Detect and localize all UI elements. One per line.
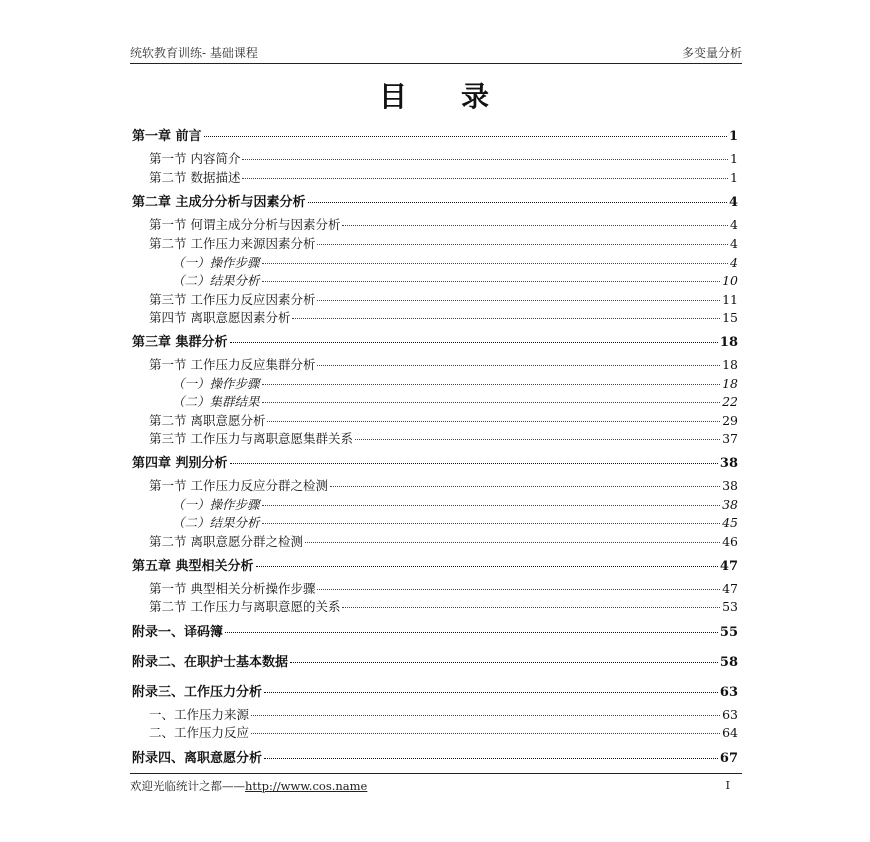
toc-leader-dots [264, 692, 718, 693]
toc-entry-page: 38 [722, 478, 738, 493]
toc-leader-dots [308, 202, 727, 203]
header-divider [130, 63, 742, 64]
toc-entry[interactable] [149, 215, 738, 231]
toc-entry-label: 附录一、译码簿 [132, 625, 224, 640]
toc-entry[interactable] [132, 555, 738, 574]
toc-leader-dots [264, 758, 718, 759]
toc-entry[interactable] [172, 513, 738, 529]
toc-entry[interactable] [149, 234, 738, 250]
toc-entry[interactable] [132, 125, 738, 144]
toc-entry-label: 附录四、离职意愿分析 [132, 751, 263, 766]
toc-entry[interactable] [132, 191, 738, 210]
toc-entry-label: 第三章 集群分析 [132, 335, 228, 350]
toc-entry[interactable] [149, 411, 738, 427]
toc-entry-label: 第一节 内容简介 [149, 151, 241, 166]
toc-leader-dots [225, 632, 718, 633]
toc-leader-dots [251, 733, 720, 734]
toc-entry[interactable] [149, 705, 738, 721]
toc-entry-page: 4 [730, 236, 738, 251]
toc-entry[interactable] [149, 723, 738, 739]
toc-entry[interactable] [172, 374, 738, 390]
toc-entry-page: 4 [730, 217, 738, 232]
toc-entry[interactable] [149, 290, 738, 306]
toc-entry-label: 第二节 工作压力与离职意愿的关系 [149, 599, 341, 614]
toc-entry-page: 38 [722, 497, 738, 512]
toc-leader-dots [342, 225, 728, 226]
toc-leader-dots [267, 421, 720, 422]
toc-entry-page: 4 [728, 195, 738, 210]
toc-entry-label: （二）结果分析 [172, 515, 260, 530]
toc-entry-label: 第三节 工作压力反应因素分析 [149, 292, 316, 307]
toc-entry-page: 47 [719, 559, 738, 574]
toc-entry-label: 一、工作压力来源 [149, 707, 250, 722]
toc-leader-dots [242, 178, 728, 179]
toc-entry-page: 4 [730, 255, 738, 270]
footer-page-number: I [725, 778, 730, 792]
toc-entry-label: 第五章 典型相关分析 [132, 559, 254, 574]
toc-entry[interactable] [149, 597, 738, 613]
toc-leader-dots [256, 566, 718, 567]
toc-entry-page: 15 [722, 310, 738, 325]
toc-entry-page: 22 [722, 394, 738, 409]
toc-entry-label: 第二节 离职意愿分群之检测 [149, 534, 303, 549]
header-subject: 多变量分析 [681, 46, 742, 60]
toc-entry[interactable] [172, 392, 738, 408]
page-footer [130, 778, 742, 794]
toc-entry[interactable] [149, 168, 738, 184]
toc-entry-page: 63 [719, 685, 738, 700]
toc-entry-label: 第四节 离职意愿因素分析 [149, 310, 291, 325]
toc-leader-dots [230, 342, 718, 343]
toc-entry[interactable] [149, 308, 738, 324]
toc-leader-dots [342, 607, 720, 608]
toc-entry-page: 58 [719, 655, 738, 670]
toc-entry-page: 11 [722, 292, 738, 307]
toc-leader-dots [317, 365, 720, 366]
toc-leader-dots [290, 662, 718, 663]
toc-leader-dots [317, 589, 720, 590]
toc-entry-page: 47 [722, 581, 738, 596]
toc-entry[interactable] [149, 579, 738, 595]
toc-entry-page: 55 [719, 625, 738, 640]
toc-entry-page: 1 [730, 170, 738, 185]
page-title [0, 75, 870, 115]
toc-entry-label: （一）操作步骤 [172, 497, 260, 512]
toc-entry-page: 18 [722, 376, 738, 391]
toc-entry-label: 第二节 离职意愿分析 [149, 413, 266, 428]
toc-entry-label: （一）操作步骤 [172, 255, 260, 270]
toc-leader-dots [262, 384, 721, 385]
toc-entry-page: 67 [719, 751, 738, 766]
toc-entry-page: 1 [730, 151, 738, 166]
toc-leader-dots [262, 263, 729, 264]
title-char-1: 目 [378, 80, 409, 113]
toc-entry-label: 附录二、在职护士基本数据 [132, 655, 289, 670]
toc-entry-page: 53 [722, 599, 738, 614]
toc-leader-dots [262, 281, 721, 282]
toc-entry-label: 第一节 何谓主成分分析与因素分析 [149, 217, 341, 232]
toc-leader-dots [262, 402, 721, 403]
footer-welcome [130, 778, 367, 794]
toc-entry[interactable] [149, 429, 738, 445]
toc-leader-dots [230, 463, 718, 464]
page-header [130, 44, 742, 62]
toc-entry-label: 附录三、工作压力分析 [132, 685, 263, 700]
toc-entry-label: 第一节 工作压力反应集群分析 [149, 357, 316, 372]
toc-entry-page: 64 [722, 725, 738, 740]
toc-leader-dots [262, 505, 721, 506]
toc-entry-label: 第二节 数据描述 [149, 170, 241, 185]
toc-leader-dots [242, 159, 728, 160]
toc-entry[interactable] [132, 452, 738, 471]
toc-entry-label: 二、工作压力反应 [149, 725, 250, 740]
toc-entry[interactable] [132, 621, 738, 640]
footer-text: 欢迎光临统计之都—— [130, 779, 245, 793]
toc-entry-label: 第一节 工作压力反应分群之检测 [149, 478, 328, 493]
toc-entry-label: 第二章 主成分分析与因素分析 [132, 195, 306, 210]
toc-leader-dots [262, 523, 721, 524]
toc-entry-label: （一）操作步骤 [172, 376, 260, 391]
header-course-title: 统软教育训练- 基础课程 [130, 46, 258, 60]
toc-entry[interactable] [172, 271, 738, 287]
toc-entry-page: 63 [722, 707, 738, 722]
toc-entry-label: 第二节 工作压力来源因素分析 [149, 236, 316, 251]
toc-entry-page: 18 [722, 357, 738, 372]
toc-leader-dots [204, 136, 727, 137]
toc-entry[interactable] [172, 253, 738, 269]
toc-entry-page: 1 [728, 129, 738, 144]
toc-leader-dots [305, 542, 720, 543]
toc-entry-page: 29 [722, 413, 738, 428]
toc-entry-label: 第一章 前言 [132, 129, 202, 144]
toc-entry-label: 第一节 典型相关分析操作步骤 [149, 581, 316, 596]
toc-entry[interactable] [149, 355, 738, 371]
toc-entry-page: 38 [719, 456, 738, 471]
toc-entry-page: 37 [722, 431, 738, 446]
toc-entry[interactable] [132, 331, 738, 350]
toc-entry[interactable] [149, 149, 738, 165]
toc-entry[interactable] [149, 476, 738, 492]
toc-entry[interactable] [172, 495, 738, 511]
toc-entry-label: 第四章 判别分析 [132, 456, 228, 471]
title-char-2: 录 [461, 80, 492, 113]
toc-entry[interactable] [149, 532, 738, 548]
toc-leader-dots [330, 486, 720, 487]
toc-entry-label: （二）结果分析 [172, 273, 260, 288]
toc-leader-dots [317, 244, 728, 245]
toc-leader-dots [317, 300, 720, 301]
toc-entry-label: （二）集群结果 [172, 394, 260, 409]
toc-leader-dots [355, 439, 720, 440]
toc-leader-dots [251, 715, 720, 716]
toc-entry-page: 10 [722, 273, 738, 288]
toc-entry[interactable] [132, 651, 738, 670]
toc-entry-page: 45 [722, 515, 738, 530]
toc-entry[interactable] [132, 747, 738, 766]
toc-leader-dots [292, 318, 720, 319]
footer-divider [130, 773, 742, 774]
toc-entry-page: 46 [722, 534, 738, 549]
footer-link[interactable]: http://www.cos.name [245, 779, 368, 793]
toc-entry-label: 第三节 工作压力与离职意愿集群关系 [149, 431, 353, 446]
toc-entry-page: 18 [719, 335, 738, 350]
toc-entry[interactable] [132, 681, 738, 700]
